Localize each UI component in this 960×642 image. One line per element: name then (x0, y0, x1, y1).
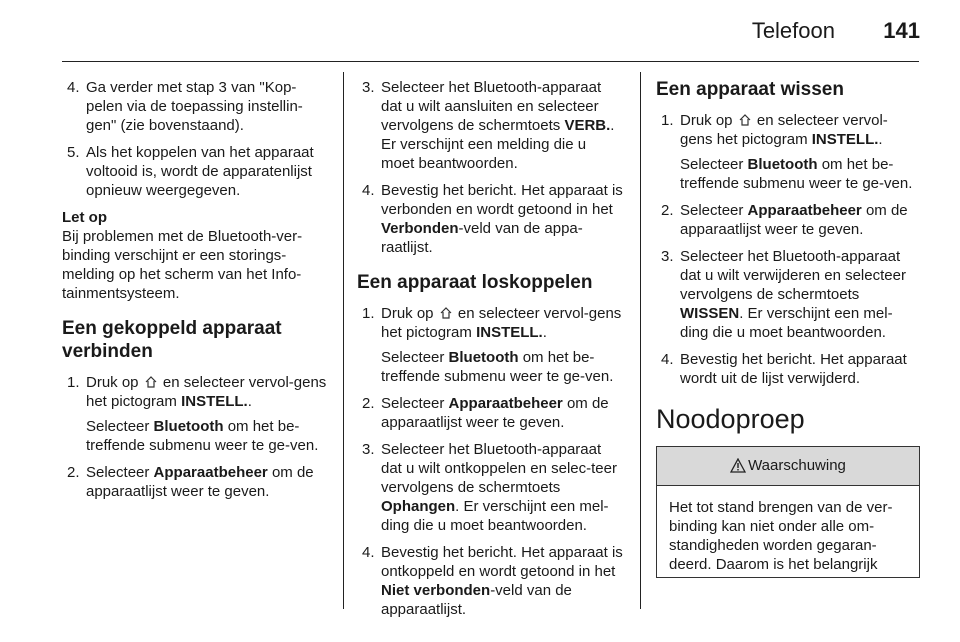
section-heading: Een apparaat wissen (656, 79, 844, 100)
page-number: 141 (883, 18, 920, 43)
step-list (62, 78, 330, 200)
warning-text: Het tot stand brengen van de ver-binding kan niet onder alle om-standigheden worden gegaran-deerd. Daarom is het belangrijk (669, 499, 893, 573)
step-item: 4. Bevestig het bericht. Het apparaat is verbonden en wordt getoond in het Verbonden-veld van de appa-raatlijst. (362, 182, 623, 256)
step-item: 4. Ga verder met stap 3 van "Kop-pelen via de toepassing instellin-gen" (zie bovenstaand). (67, 79, 303, 134)
step-item: 3. Selecteer het Bluetooth-apparaat dat u wilt verwijderen en selecteer vervolgens de schermtoets WISSEN. Er verschijnt een mel-ding die u moet beantwoorden. (661, 248, 906, 341)
step-item: 5. Als het koppelen van het apparaat voltooid is, wordt de apparatenlijst opnieuw weergegeven. (67, 144, 314, 199)
sub-step: Selecteer Bluetooth om het be-treffende submenu weer te ge-ven. (86, 418, 319, 454)
step-item: 1. Druk op en selecteer vervol-gens het pictogram INSTELL.. Selecteer Bluetooth om het be-treffende submenu weer te ge-ven. (656, 111, 920, 193)
warning-triangle-icon (730, 458, 746, 473)
section-heading: Een gekoppeld apparaat verbinden (62, 318, 282, 362)
step-list (62, 373, 330, 501)
sub-step: Selecteer Bluetooth om het be-treffende submenu weer te ge-ven. (680, 156, 913, 192)
section-heading: Een apparaat loskoppelen (357, 272, 593, 293)
step-item: 4. Bevestig het bericht. Het apparaat wordt uit de lijst verwijderd. (661, 351, 907, 387)
step-item: 3. Selecteer het Bluetooth-apparaat dat u wilt ontkoppelen en selec-teer vervolgens de schermtoets Ophangen. Er verschijnt een mel-ding die u moet beantwoorden. (362, 441, 617, 534)
step-list (357, 78, 623, 257)
home-icon (739, 113, 751, 127)
step-list (656, 111, 920, 388)
note-text: Bij problemen met de Bluetooth-ver-binding verschijnt er een storings-melding op het scherm van het Info-tainmentsysteem. (62, 228, 303, 302)
home-icon (440, 306, 452, 320)
step-item: 2. Selecteer Apparaatbeheer om de apparaatlijst weer te geven. (362, 395, 609, 431)
step-list (357, 304, 623, 619)
chapter-heading: Noodoproep (656, 404, 805, 434)
home-icon (145, 375, 157, 389)
column-1 (62, 78, 330, 509)
step-item: 3. Selecteer het Bluetooth-apparaat dat u wilt aansluiten en selecteer vervolgens de schermtoets VERB.. Er verschijnt een melding die u moet beantwoorden. (362, 79, 615, 172)
warning-header (657, 447, 919, 486)
step-item: 2. Selecteer Apparaatbeheer om de apparaatlijst weer te geven. (661, 202, 908, 238)
note-block (62, 208, 330, 303)
column-divider (640, 72, 641, 609)
step-item: 1. Druk op en selecteer vervol-gens het pictogram INSTELL.. Selecteer Bluetooth om het be-treffende submenu weer te ge-ven. (62, 373, 330, 455)
warning-title: Waarschuwing (748, 457, 846, 474)
column-2 (357, 78, 623, 627)
sub-step: Selecteer Bluetooth om het be-treffende submenu weer te ge-ven. (381, 349, 614, 385)
note-title: Let op (62, 209, 107, 226)
step-item: 1. Druk op en selecteer vervol-gens het pictogram INSTELL.. Selecteer Bluetooth om het be-treffende submenu weer te ge-ven. (362, 305, 622, 385)
header-divider (62, 61, 919, 62)
column-divider (343, 72, 344, 609)
column-3 (656, 78, 920, 578)
warning-box (656, 446, 920, 578)
step-item: 4. Bevestig het bericht. Het apparaat is ontkoppeld en wordt getoond in het Niet verbonden-veld van de apparaatlijst. (362, 544, 623, 618)
page-title: Telefoon (751, 18, 835, 43)
step-item: 2. Selecteer Apparaatbeheer om de apparaatlijst weer te geven. (67, 464, 314, 500)
